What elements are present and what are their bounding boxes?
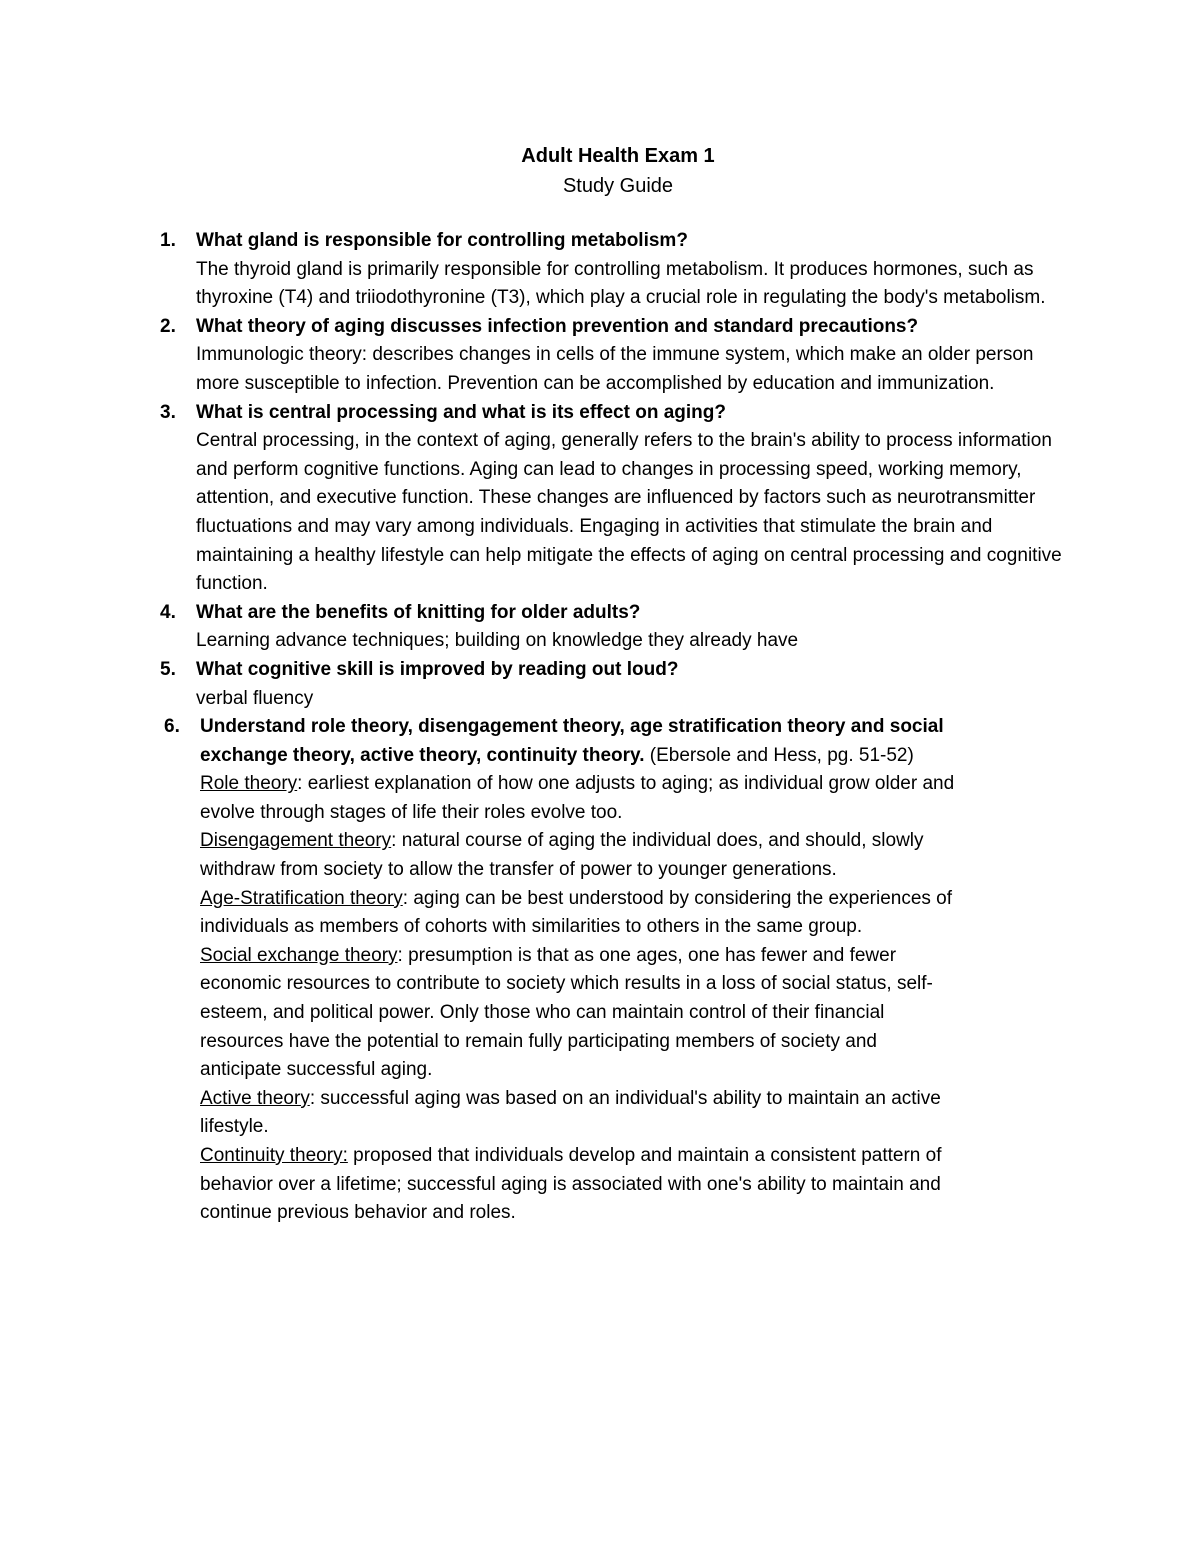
theory-description: successful aging was based on an individual's ability to maintain an active lifestyle.	[200, 1087, 941, 1138]
theory-description: presumption is that as one ages, one has fewer and fewer economic resources to contribute to society which results in a loss of social status, self-esteem, and political power. Only those who can maintain control of their financial resources have the potential to remain fully participating members of society and anticipate successful aging.	[200, 944, 933, 1081]
document-title: Adult Health Exam 1	[521, 145, 715, 167]
question-text: What is central processing and what is its effect on aging?	[196, 401, 726, 423]
question-number: 2.	[160, 315, 176, 337]
theory-continuity	[200, 1142, 960, 1228]
theory-name: Continuity theory:	[200, 1145, 348, 1166]
answer-text: Immunologic theory: describes changes in cells of the immune system, which make an older person more susceptible to infection. Prevention can be accomplished by education and immunization.	[196, 344, 1034, 394]
theory-active	[200, 1085, 960, 1142]
question-item-4	[160, 599, 1080, 656]
theory-age-stratification	[200, 885, 960, 942]
question-number: 5.	[160, 658, 176, 680]
theory-separator: :	[402, 887, 414, 909]
question-item-3	[160, 399, 1080, 599]
theory-separator: :	[309, 1087, 321, 1109]
theory-description: aging can be best understood by considering the experiences of individuals as members of cohorts with similarities to others in the same group.	[200, 887, 953, 938]
answer-text: Central processing, in the context of aging, generally refers to the brain's ability to process information and perform cognitive functions. Aging can lead to changes in processing speed, working memory, attention, and executive function. These changes are influenced by factors such as neurotransmitter fluctuations and may vary among individuals. Engaging in activities that stimulate the brain and maintaining a healthy lifestyle can help mitigate the effects of aging on central processing and cognitive function.	[196, 430, 1062, 595]
theory-role	[200, 770, 960, 827]
citation-text: (Ebersole and Hess, pg. 51-52)	[644, 744, 914, 766]
theory-description: proposed that individuals develop and maintain a consistent pattern of behavior over a lifetime; successful aging is associated with one's ability to maintain and continue previous behavior and roles.	[200, 1145, 942, 1224]
theory-social-exchange	[200, 942, 960, 1085]
question-text	[200, 713, 960, 770]
question-text: What cognitive skill is improved by reading out loud?	[196, 658, 679, 680]
question-6-text: Understand role theory, disengagement theory, age stratification theory and social exchange theory, active theory, continuity theory	[200, 716, 944, 766]
question-text: What are the benefits of knitting for older adults?	[196, 601, 641, 623]
question-number: 4.	[160, 601, 176, 623]
question-list	[160, 227, 1080, 1228]
answer-text: The thyroid gland is primarily responsible for controlling metabolism. It produces hormones, such as thyroxine (T4) and triiodothyronine (T3), which play a crucial role in regulating the body's metabolism.	[196, 258, 1046, 309]
document-subtitle: Study Guide	[562, 175, 674, 197]
theory-description: natural course of aging the individual does, and should, slowly withdraw from society to allow the transfer of power to younger generations.	[200, 830, 924, 881]
question-number: 1.	[160, 230, 176, 251]
question-6-period: .	[639, 744, 645, 766]
question-number: 6.	[164, 716, 180, 738]
theory-name: Disengagement theory	[200, 830, 392, 852]
theory-disengagement	[200, 827, 960, 884]
question-item-1	[160, 227, 1080, 313]
theory-name: Age-Stratification theory	[200, 887, 403, 909]
answer-text: verbal fluency	[196, 687, 314, 709]
theory-separator: :	[297, 773, 308, 795]
theory-separator: :	[397, 944, 409, 966]
question-item-6	[160, 713, 960, 1228]
theory-description: earliest explanation of how one adjusts to aging; as individual grow older and evolve through stages of life their roles evolve too.	[200, 773, 955, 823]
question-number: 3.	[160, 401, 176, 423]
question-text: What theory of aging discusses infection prevention and standard precautions?	[196, 315, 919, 337]
question-text: What gland is responsible for controlling metabolism?	[196, 230, 688, 251]
theory-name: Active theory	[200, 1087, 310, 1109]
question-item-2	[160, 313, 1080, 399]
theory-name: Role theory	[200, 773, 298, 795]
theory-name: Social exchange theory	[200, 944, 398, 966]
theory-separator: :	[391, 830, 402, 852]
question-item-5	[160, 656, 1080, 713]
answer-text: Learning advance techniques; building on knowledge they already have	[196, 630, 799, 652]
